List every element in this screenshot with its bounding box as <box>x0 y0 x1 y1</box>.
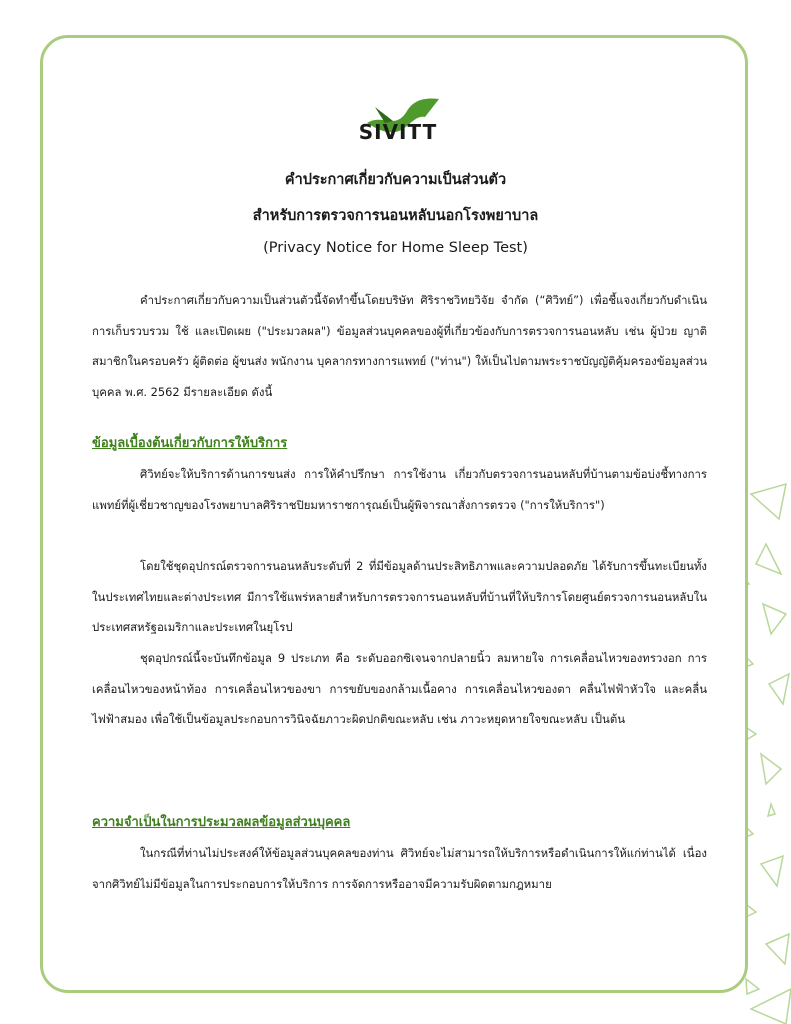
section2-p1-text: ในกรณีที่ท่านไม่ประสงค์ให้ข้อมูลส่วนบุคคลของท่าน ศิวิทย์จะไม่สามารถให้บริการหรือดำเนินการให้แก่ท่านได้ เนื่องจากศิวิทย์ไม่มีข้อมูลในการประกอบการให้บริการ การจัดการหรืออาจมีความรับผิดตามกฎหมาย <box>92 846 707 891</box>
section1-p1-text: ศิวิทย์จะให้บริการด้านการขนส่ง การให้คำปรึกษา การใช้งาน เกี่ยวกับตรวจการนอนหลับที่บ้านตามข้อบ่งชี้ทางการแพทย์ที่ผู้เชี่ยวชาญของโรงพยาบาลศิริราชปิยมหาราชการุณย์เป็นผู้พิจารณาสั่งการตรวจ ("การให้บริการ") <box>92 467 707 512</box>
section1-p2-text: โดยใช้ชุดอุปกรณ์ตรวจการนอนหลับระดับที่ 2 ที่มีข้อมูลด้านประสิทธิภาพและความปลอดภัย ได้รับการขึ้นทะเบียนทั้งในประเทศไทยและต่างประเทศ มีการใช้แพร่หลายสำหรับการตรวจการนอนหลับที่บ้านที่ให้บริการโดยศูนย์ตรวจการนอนหลับในประเทศสหรัฐอเมริกาและประเทศในยุโรป <box>92 559 707 634</box>
title-line-3: (Privacy Notice for Home Sleep Test) <box>263 240 528 256</box>
section1-p3-text: ชุดอุปกรณ์นี้จะบันทึกข้อมูล 9 ประเภท คือ ระดับออกซิเจนจากปลายนิ้ว ลมหายใจ การเคลื่อนไหวของทรวงอก การเคลื่อนไหวของหน้าท้อง การเคลื่อนไหวของขา การขยับของกล้ามเนื้อคาง การเคลื่อนไหวของตา คลื่นไฟฟ้าหัวใจ และคลื่นไฟฟ้าสมอง เพื่อใช้เป็นข้อมูลประกอบการวินิจฉัยภาวะผิดปกติขณะหลับ เช่น ภาวะหยุดหายใจขณะหลับ เป็นต้น <box>92 651 707 726</box>
title-line-2: สำหรับการตรวจการนอนหลับนอกโรงพยาบาล <box>252 208 539 224</box>
section1-heading: ข้อมูลเบื้องต้นเกี่ยวกับการให้บริการ <box>92 436 288 451</box>
section2-paragraph-1 <box>92 838 707 899</box>
intro-paragraph <box>92 285 707 407</box>
section2-heading: ความจำเป็นในการประมวลผลข้อมูลส่วนบุคคล <box>92 815 351 830</box>
section1-paragraph-1 <box>92 459 707 520</box>
section1-paragraph-3 <box>92 643 707 735</box>
title-line-1: คำประกาศเกี่ยวกับความเป็นส่วนตัว <box>284 172 507 188</box>
logo-text: SIVITT <box>358 120 438 144</box>
intro-text: คำประกาศเกี่ยวกับความเป็นส่วนตัวนี้จัดทำขึ้นโดยบริษัท ศิริราชวิทยวิจัย จำกัด (“ศิวิทย์”) เพื่อชี้แจงเกี่ยวกับดำเนินการเก็บรวบรวม ใช้ และเปิดเผย ("ประมวลผล") ข้อมูลส่วนบุคคลของผู้ที่เกี่ยวข้องกับการตรวจการนอนหลับ เช่น ผู้ป่วย ญาติ สมาชิกในครอบครัว ผู้ติดต่อ ผู้ขนส่ง พนักงาน บุคลากรทางการแพทย์ ("ท่าน") ให้เป็นไปตามพระราชบัญญัติคุ้มครองข้อมูลส่วนบุคคล พ.ศ. 2562 มีรายละเอียด ดังนี้ <box>92 293 707 399</box>
section1-paragraph-2 <box>92 551 707 643</box>
